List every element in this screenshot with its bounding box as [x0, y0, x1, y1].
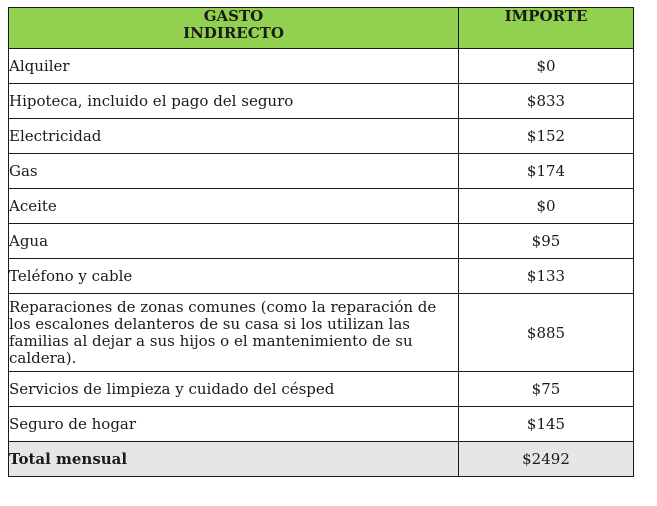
row-amount: $145 — [459, 407, 634, 442]
header-amount: IMPORTE — [459, 8, 634, 49]
row-concept: Aceite — [9, 189, 459, 224]
row-amount: $133 — [459, 259, 634, 294]
indirect-expenses-table — [8, 7, 634, 477]
table-row — [9, 119, 634, 154]
row-amount: $95 — [459, 224, 634, 259]
row-concept: Alquiler — [9, 49, 459, 84]
row-concept: Reparaciones de zonas comunes (como la reparación de los escalones delanteros de su casa si los utilizan las familias al dejar a sus hijos o el mantenimiento de su caldera). — [9, 294, 459, 372]
row-amount: $152 — [459, 119, 634, 154]
row-concept: Teléfono y cable — [9, 259, 459, 294]
row-concept: Seguro de hogar — [9, 407, 459, 442]
total-label: Total mensual — [9, 442, 459, 477]
row-amount: $885 — [459, 294, 634, 372]
table-row — [9, 407, 634, 442]
row-amount: $833 — [459, 84, 634, 119]
table-row — [9, 154, 634, 189]
table-row — [9, 189, 634, 224]
row-concept: Electricidad — [9, 119, 459, 154]
row-amount: $174 — [459, 154, 634, 189]
row-concept: Servicios de limpieza y cuidado del césped — [9, 372, 459, 407]
table-row — [9, 224, 634, 259]
header-concept — [9, 8, 459, 49]
table-row — [9, 49, 634, 84]
table-row — [9, 372, 634, 407]
total-row — [9, 442, 634, 477]
row-concept: Gas — [9, 154, 459, 189]
table-row — [9, 84, 634, 119]
table-header-row — [9, 8, 634, 49]
row-concept: Hipoteca, incluido el pago del seguro — [9, 84, 459, 119]
table-row — [9, 259, 634, 294]
row-amount: $0 — [459, 49, 634, 84]
total-amount: $2492 — [459, 442, 634, 477]
row-amount: $75 — [459, 372, 634, 407]
row-amount: $0 — [459, 189, 634, 224]
header-concept-line1: GASTO — [203, 7, 264, 25]
row-concept: Agua — [9, 224, 459, 259]
table-row — [9, 294, 634, 372]
header-concept-line2: INDIRECTO — [183, 24, 284, 42]
